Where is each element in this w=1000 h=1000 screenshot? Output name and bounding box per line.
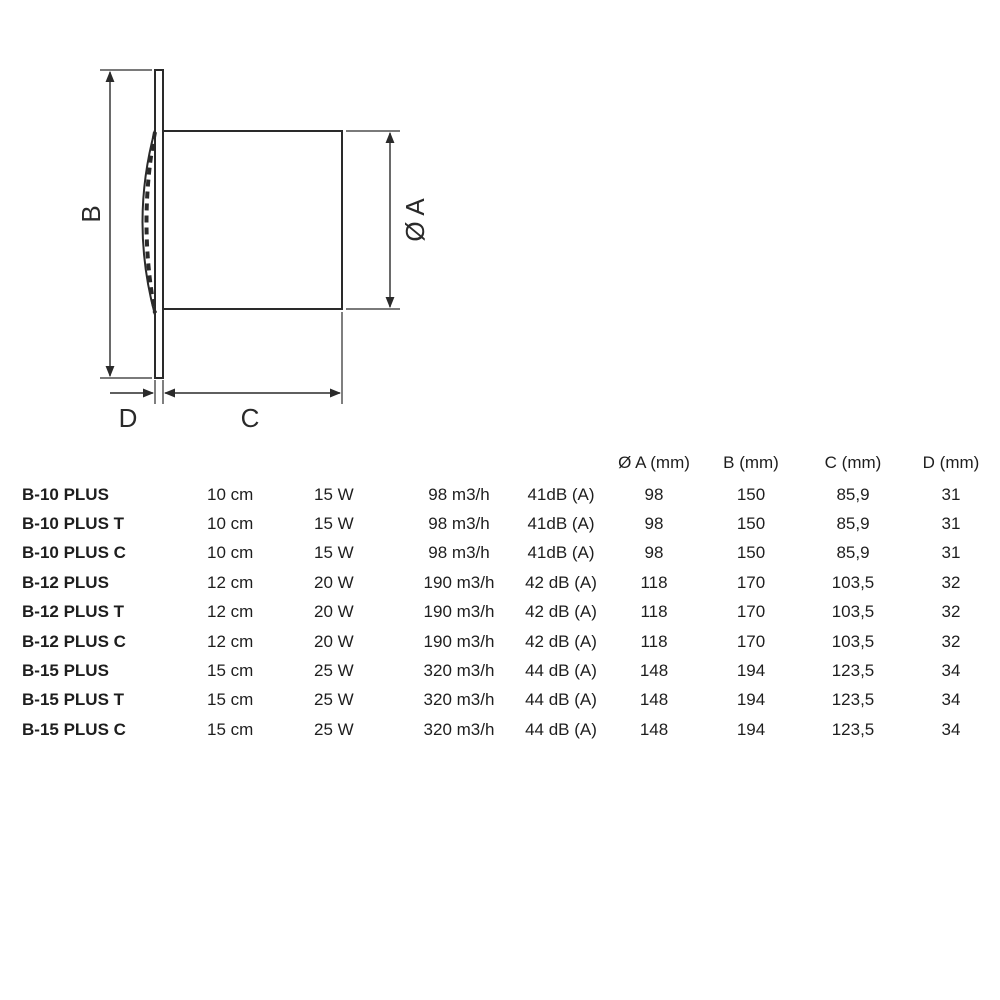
table-row bbox=[22, 509, 996, 538]
cell-dim-c: 123,5 bbox=[831, 690, 875, 710]
column-header-dim-a: Ø A (mm) bbox=[618, 453, 690, 472]
cell-dim-c: 103,5 bbox=[831, 572, 875, 592]
cell-dim-d: 34 bbox=[941, 690, 961, 710]
cell-noise-level: 44 dB (A) bbox=[525, 690, 597, 710]
cell-dim-d: 31 bbox=[941, 543, 961, 563]
cell-power: 20 W bbox=[314, 572, 354, 592]
cell-dim-c: 103,5 bbox=[831, 631, 875, 651]
cell-fan-size: 12 cm bbox=[207, 602, 254, 622]
cell-fan-size: 15 cm bbox=[207, 661, 254, 681]
a-label: Ø A bbox=[400, 198, 430, 242]
table-row bbox=[22, 539, 996, 568]
cell-dim-d: 34 bbox=[941, 661, 961, 681]
column-header-model-name bbox=[22, 446, 207, 480]
cell-model-name: B-15 PLUS C bbox=[22, 719, 126, 739]
d-label: D bbox=[118, 403, 138, 433]
cell-model-name: B-12 PLUS T bbox=[22, 602, 125, 622]
fan-dimension-drawing bbox=[0, 0, 1000, 440]
cell-dim-a: 118 bbox=[640, 602, 668, 622]
cell-dim-c: 123,5 bbox=[831, 661, 875, 681]
cell-power: 25 W bbox=[314, 690, 354, 710]
cell-noise-level: 42 dB (A) bbox=[525, 572, 597, 592]
column-header-dim-c: C (mm) bbox=[824, 453, 882, 472]
table-row bbox=[22, 598, 996, 627]
cell-power: 15 W bbox=[314, 514, 354, 534]
cell-model-name: B-12 PLUS C bbox=[22, 631, 126, 651]
cell-noise-level: 42 dB (A) bbox=[525, 631, 597, 651]
cell-dim-a: 148 bbox=[639, 661, 669, 681]
cell-dim-d: 32 bbox=[941, 572, 961, 592]
table-row bbox=[22, 715, 996, 744]
cell-dim-a: 118 bbox=[640, 631, 668, 651]
cell-power: 20 W bbox=[314, 631, 354, 651]
cell-airflow: 98 m3/h bbox=[428, 543, 490, 563]
cell-fan-size: 10 cm bbox=[207, 514, 254, 534]
cell-dim-c: 123,5 bbox=[831, 719, 875, 739]
duct-body bbox=[163, 131, 342, 309]
cell-model-name: B-10 PLUS T bbox=[22, 514, 125, 534]
table-row bbox=[22, 627, 996, 656]
cell-dim-d: 34 bbox=[941, 719, 961, 739]
column-header-noise-level bbox=[516, 446, 606, 480]
cell-power: 25 W bbox=[314, 719, 354, 739]
cell-noise-level: 41dB (A) bbox=[527, 514, 595, 534]
cell-dim-b: 194 bbox=[736, 661, 766, 681]
cell-airflow: 98 m3/h bbox=[428, 514, 490, 534]
cell-dim-b: 150 bbox=[736, 484, 766, 504]
cell-airflow: 320 m3/h bbox=[423, 690, 495, 710]
cell-model-name: B-15 PLUS bbox=[22, 661, 109, 681]
cell-fan-size: 10 cm bbox=[207, 484, 254, 504]
cell-dim-b: 170 bbox=[736, 631, 766, 651]
cell-fan-size: 12 cm bbox=[207, 631, 254, 651]
cell-dim-b: 150 bbox=[736, 514, 766, 534]
cell-dim-d: 31 bbox=[941, 484, 961, 504]
cell-fan-size: 15 cm bbox=[207, 719, 254, 739]
cell-dim-a: 148 bbox=[639, 690, 669, 710]
cell-dim-b: 194 bbox=[736, 690, 766, 710]
cell-dim-b: 194 bbox=[736, 719, 766, 739]
table-row bbox=[22, 480, 996, 509]
cell-fan-size: 15 cm bbox=[207, 690, 254, 710]
column-header-airflow bbox=[402, 446, 516, 480]
column-header-fan-size bbox=[207, 446, 314, 480]
spec-table bbox=[22, 446, 996, 745]
cell-dim-d: 32 bbox=[941, 602, 961, 622]
cell-noise-level: 42 dB (A) bbox=[525, 602, 597, 622]
cell-dim-b: 170 bbox=[736, 572, 766, 592]
cell-noise-level: 44 dB (A) bbox=[525, 661, 597, 681]
b-label: B bbox=[76, 205, 106, 223]
cell-model-name: B-10 PLUS bbox=[22, 484, 109, 504]
cell-airflow: 98 m3/h bbox=[428, 484, 490, 504]
cell-noise-level: 41dB (A) bbox=[527, 484, 595, 504]
cell-dim-c: 103,5 bbox=[831, 602, 875, 622]
cell-power: 20 W bbox=[314, 602, 354, 622]
column-header-power bbox=[314, 446, 402, 480]
cell-dim-a: 98 bbox=[644, 543, 664, 563]
table-row bbox=[22, 656, 996, 685]
table-row bbox=[22, 568, 996, 597]
cell-noise-level: 41dB (A) bbox=[527, 543, 595, 563]
cell-airflow: 190 m3/h bbox=[423, 602, 495, 622]
cell-power: 15 W bbox=[314, 484, 354, 504]
cell-airflow: 190 m3/h bbox=[423, 572, 495, 592]
table-row bbox=[22, 686, 996, 715]
cell-power: 25 W bbox=[314, 661, 354, 681]
cell-model-name: B-15 PLUS T bbox=[22, 690, 125, 710]
cell-airflow: 320 m3/h bbox=[423, 661, 495, 681]
cell-dim-b: 150 bbox=[736, 543, 766, 563]
cell-noise-level: 44 dB (A) bbox=[525, 719, 597, 739]
cell-fan-size: 10 cm bbox=[207, 543, 254, 563]
cell-dim-a: 118 bbox=[640, 572, 668, 592]
cell-airflow: 320 m3/h bbox=[423, 719, 495, 739]
cell-airflow: 190 m3/h bbox=[423, 631, 495, 651]
cell-dim-a: 98 bbox=[644, 514, 664, 534]
cell-dim-c: 85,9 bbox=[836, 514, 870, 534]
column-header-dim-b: B (mm) bbox=[723, 453, 779, 472]
cell-dim-a: 98 bbox=[644, 484, 664, 504]
cell-dim-a: 148 bbox=[639, 719, 669, 739]
cell-power: 15 W bbox=[314, 543, 354, 563]
cell-dim-d: 31 bbox=[941, 514, 961, 534]
column-header-dim-d: D (mm) bbox=[922, 453, 980, 472]
curved-front-face bbox=[143, 130, 156, 315]
front-plate bbox=[155, 70, 163, 378]
c-label: C bbox=[240, 403, 260, 433]
cell-dim-d: 32 bbox=[941, 631, 961, 651]
cell-fan-size: 12 cm bbox=[207, 572, 254, 592]
cell-dim-c: 85,9 bbox=[836, 484, 870, 504]
cell-dim-b: 170 bbox=[736, 602, 766, 622]
cell-model-name: B-10 PLUS C bbox=[22, 543, 126, 563]
cell-dim-c: 85,9 bbox=[836, 543, 870, 563]
table-header-row bbox=[22, 446, 996, 480]
cell-model-name: B-12 PLUS bbox=[22, 572, 109, 592]
